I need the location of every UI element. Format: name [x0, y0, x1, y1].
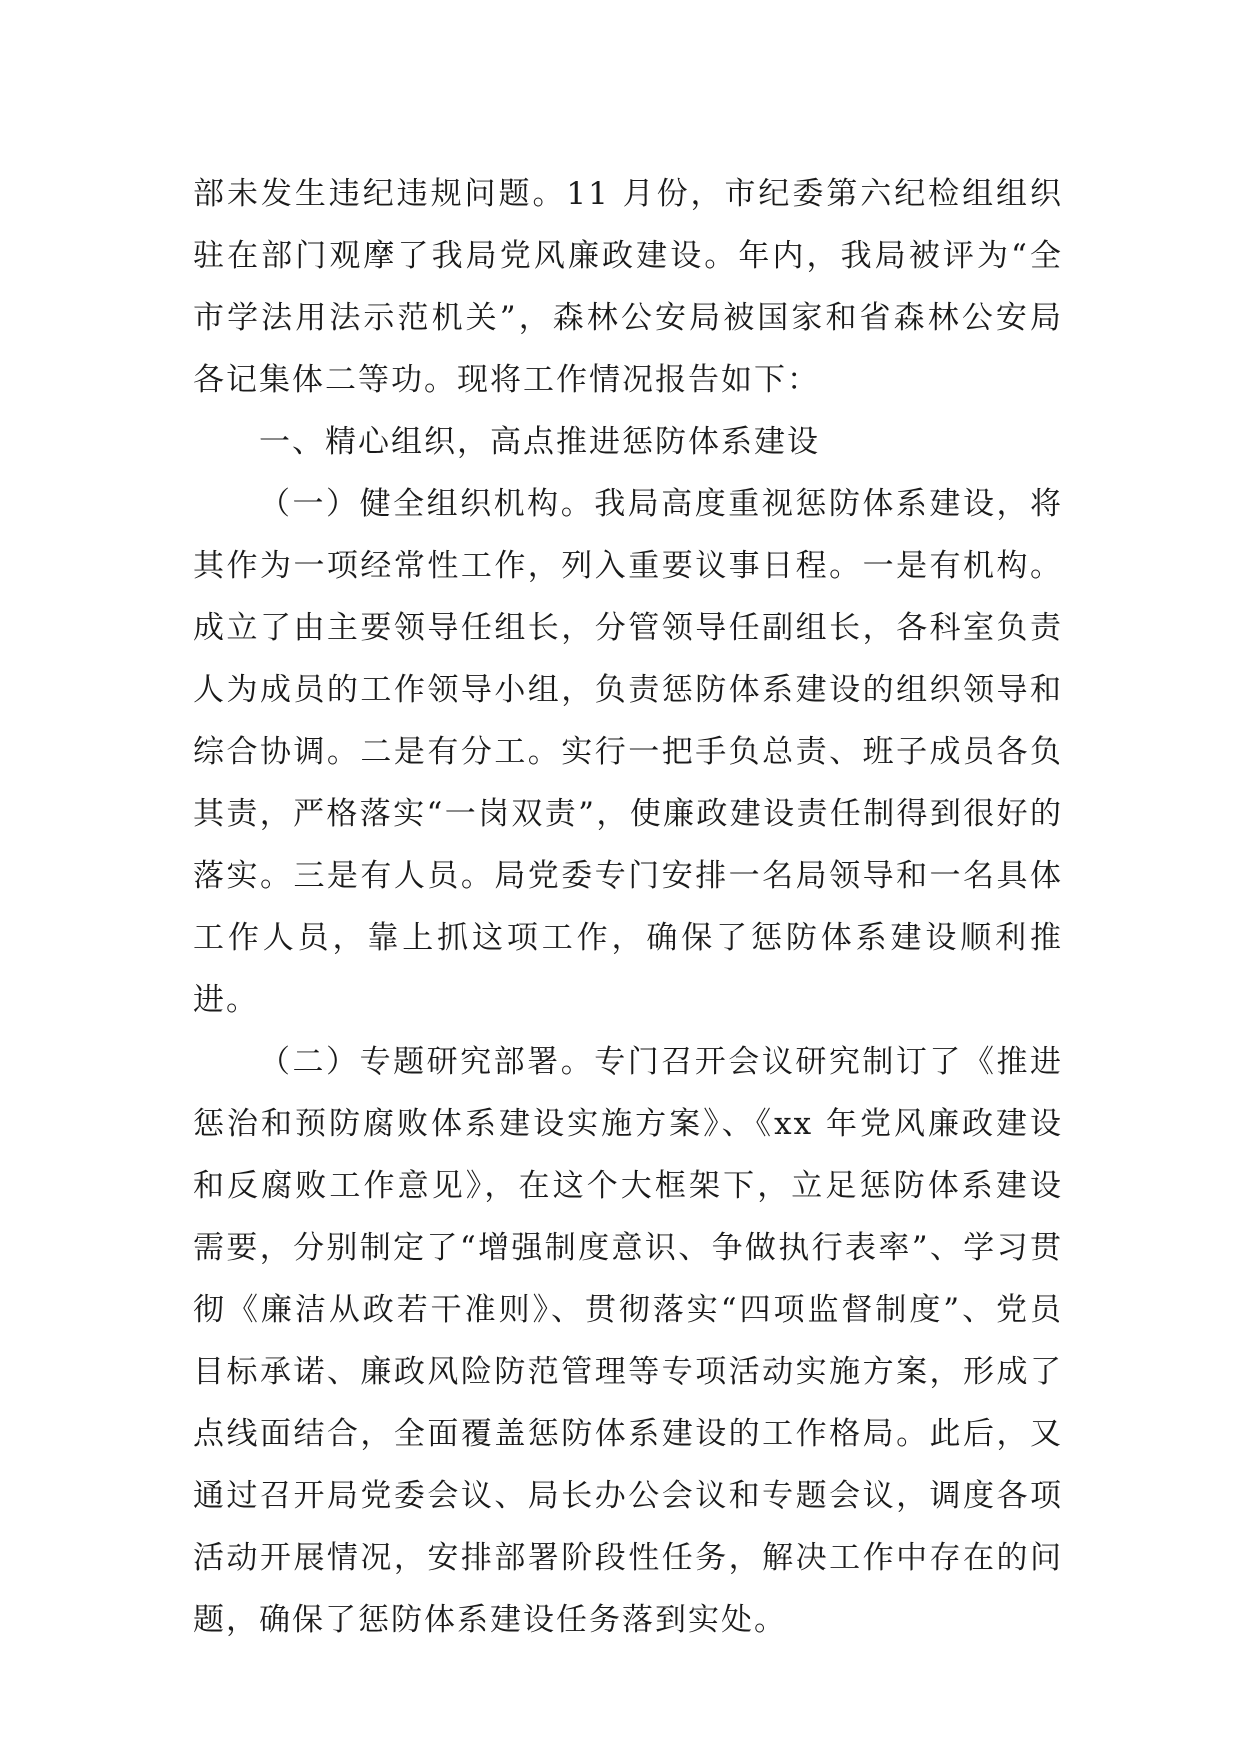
- paragraph-intro-continuation: 部未发生违纪违规问题。11 月份，市纪委第六纪检组组织驻在部门观摩了我局党风廉政建设。年内，我局被评为“全市学法用法示范机关”，森林公安局被国家和省森林公安局各记集体二等功。现将工作情况报告如下：: [193, 176, 1063, 398]
- document-body: [193, 163, 1063, 1651]
- section-heading: 一、精心组织，高点推进惩防体系建设: [259, 424, 820, 460]
- paragraph-subsection-2: （二）专题研究部署。专门召开会议研究制订了《推进惩治和预防腐败体系建设实施方案》、《xx 年党风廉政建设和反腐败工作意见》，在这个大框架下，立足惩防体系建设需要，分别制定了“增强制度意识、争做执行表率”、学习贯彻《廉洁从政若干准则》、贯彻落实“四项监督制度”、党员目标承诺、廉政风险防范管理等专项活动实施方案，形成了点线面结合，全面覆盖惩防体系建设的工作格局。此后，又通过召开局党委会议、局长办公会议和专题会议，调度各项活动开展情况，安排部署阶段性任务，解决工作中存在的问题，确保了惩防体系建设任务落到实处。: [193, 1044, 1063, 1638]
- paragraph-subsection-1: （一）健全组织机构。我局高度重视惩防体系建设，将其作为一项经常性工作，列入重要议事日程。一是有机构。成立了由主要领导任组长，分管领导任副组长，各科室负责人为成员的工作领导小组，负责惩防体系建设的组织领导和综合协调。二是有分工。实行一把手负总责、班子成员各负其责，严格落实“一岗双责”，使廉政建设责任制得到很好的落实。三是有人员。局党委专门安排一名局领导和一名具体工作人员，靠上抓这项工作，确保了惩防体系建设顺利推进。: [193, 486, 1063, 1018]
